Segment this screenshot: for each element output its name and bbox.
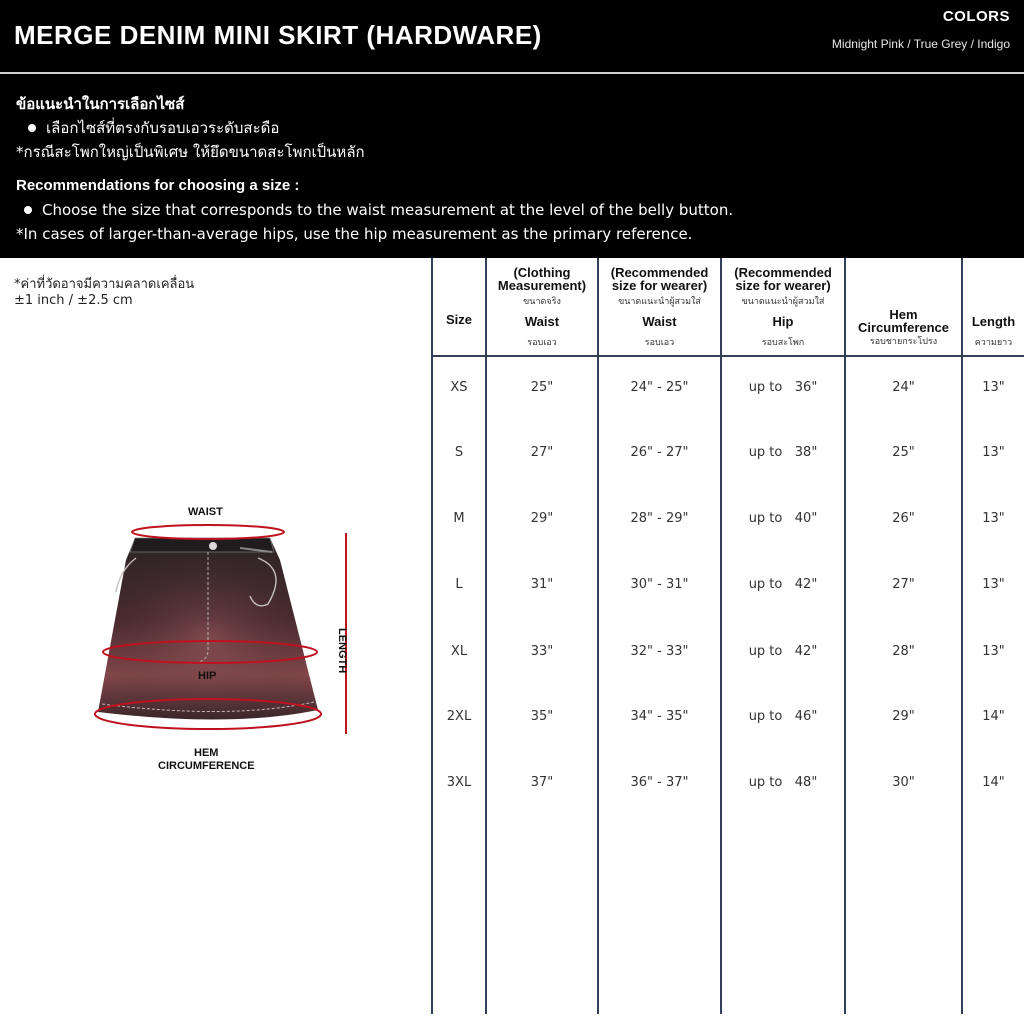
cell-rec-hip-value: 42" — [794, 577, 818, 592]
cell-length: 13" — [982, 511, 1005, 526]
cell-rec-waist: 28" - 29" — [630, 511, 689, 526]
cell-hem: 28" — [892, 644, 915, 659]
cell-hem: 24" — [892, 380, 915, 395]
reco-th-bullet-text: เลือกไซส์ที่ตรงกับรอบเอวระดับสะดือ — [46, 119, 280, 137]
cell-rec-waist: 36" - 37" — [630, 775, 689, 790]
cell-rec-waist: 32" - 33" — [630, 644, 689, 659]
recommendations-panel — [0, 74, 1024, 258]
cell-rec-hip — [722, 577, 844, 592]
cell-hem: 30" — [892, 775, 915, 790]
cell-length: 13" — [982, 380, 1005, 395]
cell-rec-hip-value: 40" — [794, 511, 818, 526]
tolerance-note-th: *ค่าที่วัดอาจมีความคลาดเคลื่อน — [14, 277, 195, 292]
header-size: Size — [445, 312, 472, 327]
table-row — [0, 644, 1024, 664]
reco-en-note: *In cases of larger-than-average hips, use the hip measurement as the primary reference. — [16, 225, 693, 243]
reco-th-bullet — [0, 116, 279, 140]
cell-rec-hip-value: 36" — [794, 380, 818, 395]
column-divider — [844, 258, 846, 1014]
cell-rec-waist: 34" - 35" — [630, 709, 689, 724]
column-divider — [431, 258, 433, 1014]
header-text: รอบสะโพก — [761, 338, 805, 348]
reco-th-note: *กรณีสะโพกใหญ่เป็นพิเศษ ให้ยึดขนาดสะโพกเป็นหลัก — [16, 143, 365, 161]
hem-circumference-label: CIRCUMFERENCE — [158, 760, 255, 772]
header-text: ความยาว — [974, 338, 1013, 348]
header-text: รอบเอว — [644, 338, 675, 348]
cell-length: 13" — [982, 644, 1005, 659]
waist-label: WAIST — [188, 506, 223, 518]
cell-rec-waist: 24" - 25" — [630, 380, 689, 395]
reco-en-title: Recommendations for choosing a size : — [16, 177, 300, 194]
header-text: Length — [971, 314, 1016, 329]
column-divider — [961, 258, 963, 1014]
cell-waist: 29" — [530, 511, 554, 526]
cell-rec-hip-value: 46" — [794, 709, 818, 724]
cell-size: 3XL — [446, 775, 472, 790]
header-text: Measurement) — [497, 278, 587, 293]
cell-rec-hip-prefix: up to — [748, 445, 783, 460]
cell-waist: 35" — [530, 709, 554, 724]
cell-size: XL — [450, 644, 468, 659]
cell-rec-hip-prefix: up to — [748, 709, 783, 724]
column-divider — [720, 258, 722, 1014]
cell-rec-hip-prefix: up to — [748, 644, 783, 659]
header-text: Circumference — [857, 320, 950, 335]
cell-rec-hip — [722, 709, 844, 724]
header-text: size for wearer) — [735, 278, 831, 293]
header-text: Hip — [772, 314, 794, 329]
tolerance-note-range: ±1 inch / ±2.5 cm — [14, 293, 133, 308]
reco-th-title: ข้อแนะนำในการเลือกไซส์ — [16, 96, 185, 113]
column-divider — [485, 258, 487, 1014]
cell-rec-hip-value: 42" — [794, 644, 818, 659]
cell-size: M — [453, 511, 465, 526]
colors-values: Midnight Pink / True Grey / Indigo — [831, 37, 1010, 51]
table-row — [0, 775, 1024, 795]
table-row — [0, 445, 1024, 465]
cell-rec-hip-value: 48" — [794, 775, 818, 790]
cell-rec-hip — [722, 775, 844, 790]
bullet-icon — [28, 124, 36, 132]
cell-rec-hip — [722, 644, 844, 659]
header-divider — [432, 355, 1024, 357]
cell-length: 14" — [982, 709, 1005, 724]
header-text: ขนาดแนะนำผู้สวมใส่ — [741, 297, 825, 307]
hip-label: HIP — [198, 670, 217, 682]
cell-rec-waist: 30" - 31" — [630, 577, 689, 592]
cell-rec-hip-prefix: up to — [748, 775, 783, 790]
hem-label: HEM — [194, 747, 219, 759]
table-row — [0, 577, 1024, 597]
header-text: รอบเอว — [527, 338, 557, 348]
size-table — [0, 258, 1024, 1024]
cell-size: XS — [450, 380, 468, 395]
cell-hem: 26" — [892, 511, 915, 526]
cell-size: S — [454, 445, 464, 460]
cell-rec-hip — [722, 445, 844, 460]
product-title: MERGE DENIM MINI SKIRT (HARDWARE) — [14, 20, 542, 50]
reco-en-bullet-text: Choose the size that corresponds to the waist measurement at the level of the belly button. — [42, 201, 734, 219]
reco-en-bullet — [0, 201, 733, 219]
cell-rec-hip-prefix: up to — [748, 577, 783, 592]
cell-hem: 25" — [892, 445, 915, 460]
header-text: ขนาดแนะนำผู้สวมใส่ — [618, 297, 701, 307]
cell-length: 13" — [982, 577, 1005, 592]
cell-waist: 25" — [530, 380, 554, 395]
cell-length: 13" — [982, 445, 1005, 460]
header-text: (Recommended — [610, 265, 709, 280]
table-row — [0, 511, 1024, 531]
column-divider — [597, 258, 599, 1014]
table-row — [0, 709, 1024, 729]
header-text: ขนาดจริง — [523, 297, 561, 307]
header-bar — [0, 0, 1024, 72]
cell-waist: 37" — [530, 775, 554, 790]
table-row — [0, 380, 1024, 400]
header-text: รอบชายกระโปรง — [869, 337, 938, 347]
cell-rec-hip-prefix: up to — [748, 380, 783, 395]
cell-hem: 27" — [892, 577, 915, 592]
cell-length: 14" — [982, 775, 1005, 790]
cell-waist: 33" — [530, 644, 554, 659]
cell-rec-hip-prefix: up to — [748, 511, 783, 526]
cell-rec-hip — [722, 511, 844, 526]
cell-hem: 29" — [892, 709, 915, 724]
header-text: Waist — [524, 314, 560, 329]
header-text: (Recommended — [734, 265, 832, 280]
header-text: Hem — [889, 307, 918, 322]
colors-label: COLORS — [942, 8, 1010, 25]
cell-size: 2XL — [446, 709, 472, 724]
cell-size: L — [455, 577, 463, 592]
cell-rec-waist: 26" - 27" — [630, 445, 689, 460]
header-text: (Clothing — [513, 265, 571, 280]
cell-rec-hip-value: 38" — [794, 445, 818, 460]
cell-waist: 31" — [530, 577, 554, 592]
cell-rec-hip — [722, 380, 844, 395]
header-text: Waist — [642, 314, 677, 329]
header-text: size for wearer) — [611, 278, 708, 293]
cell-waist: 27" — [530, 445, 554, 460]
bullet-icon — [24, 206, 32, 214]
length-label: LENGTH — [336, 628, 348, 674]
